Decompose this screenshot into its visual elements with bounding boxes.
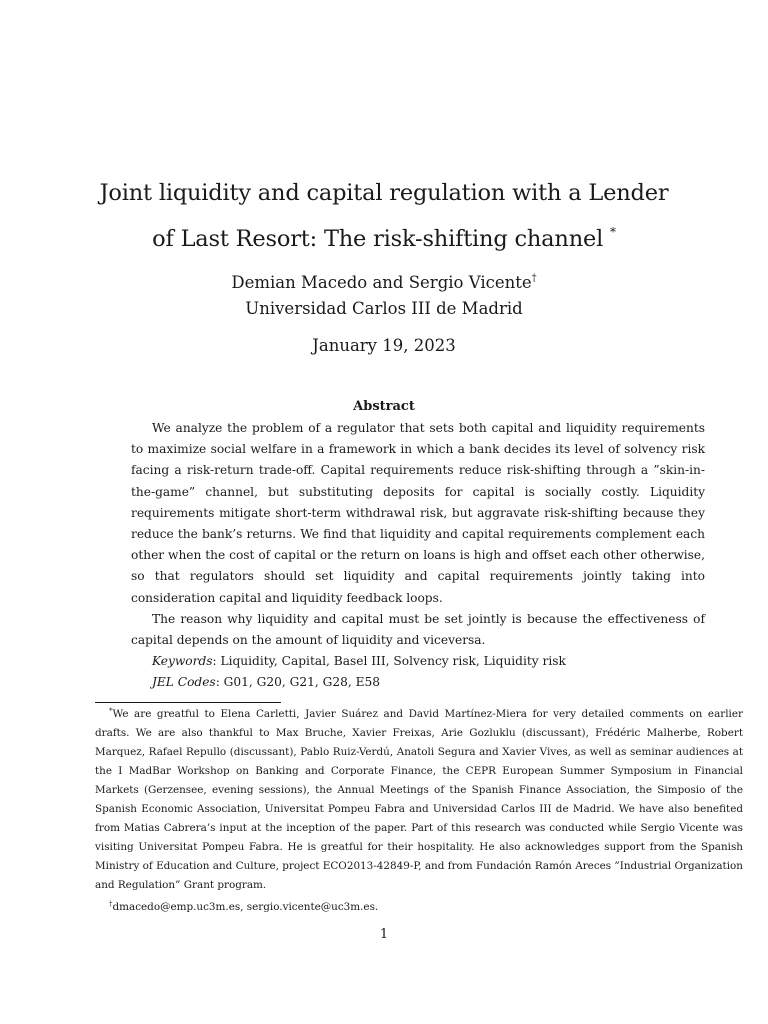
abstract-body xyxy=(131,418,705,694)
author-names xyxy=(0,266,768,296)
authors-text: Demian Macedo and Sergio Vicente xyxy=(231,273,532,292)
paper-date: January 19, 2023 xyxy=(312,336,456,355)
keywords-label: Keywords xyxy=(152,654,213,669)
paper-title xyxy=(90,174,678,259)
footnote-2-mark: † xyxy=(109,900,113,908)
affiliation: Universidad Carlos III de Madrid xyxy=(245,299,523,318)
author-block xyxy=(0,266,768,322)
jel-codes-line: JEL Codes: G01, G20, G21, G28, E58 xyxy=(152,675,381,690)
footnote-1-text: We are greatful to Elena Carletti, Javier Suárez and David Martínez-Miera for very detailed comments on earlier drafts. We are also thankful to Max Bruche, Xavier Freixas, Arie Gozluklu (discussant), Frédéric Malherbe, Robert Marquez, Rafael Repullo (discussant), Pablo Ruiz-Verdú, Anatoli Segura and Xavier Vives, as well as seminar audiences at the I MadBar Workshop on Banking and Corporate Finance, the CEPR European Summer Symposium in Financial Markets (Gerzensee, evening sessions), the Annual Meetings of the Spanish Finance Association, the Simposio of the Spanish Economic Association, Universitat Pompeu Fabra and Universidad Carlos III de Madrid. We have also benefited from Matias Cabrera’s input at the inception of the paper. Part of this research was conducted while Sergio Vicente was visiting Universitat Pompeu Fabra. He is greatful for their hospitality. He also acknowledges support from the Spanish Ministry of Education and Culture, project ECO2013-42849-P, and from Fundación Ramón Areces ”Industrial Organization and Regulation” Grant program. xyxy=(95,708,743,891)
author-footnote-mark: † xyxy=(531,273,537,284)
abstract-paragraph-1: We analyze the problem of a regulator that sets both capital and liquidity requirements to maximize social welfare in a framework in which a bank decides its level of solvency risk facing a risk-return trade-off. Capital requirements reduce risk-shifting through a ”skin-in-the-game” channel, but substituting deposits for capital is socially costly. Liquidity requirements mitigate short-term withdrawal risk, but aggravate risk-shifting because they reduce the bank’s returns. We find that liquidity and capital requirements complement each other when the cost of capital or the return on loans is high and offset each other otherwise, so that regulators should set liquidity and capital requirements jointly taking into consideration capital and liquidity feedback loops. xyxy=(131,421,705,605)
abstract-heading: Abstract xyxy=(353,399,415,414)
footnotes xyxy=(95,702,743,917)
footnote-1-mark: * xyxy=(109,707,113,715)
jel-codes-value: G01, G20, G21, G28, E58 xyxy=(223,675,381,690)
keywords-line: Keywords: Liquidity, Capital, Basel III, Solvency risk, Liquidity risk xyxy=(152,654,566,669)
footnote-1 xyxy=(95,702,743,895)
jel-codes-label: JEL Codes xyxy=(152,675,216,690)
abstract-paragraph-2: The reason why liquidity and capital must be set jointly is because the effectiveness of capital depends on the amount of liquidity and viceversa. xyxy=(131,611,705,648)
keywords-value: Liquidity, Capital, Basel III, Solvency risk, Liquidity risk xyxy=(220,654,566,669)
footnote-2-text: dmacedo@emp.uc3m.es, sergio.vicente@uc3m.es. xyxy=(112,901,379,913)
title-text: Joint liquidity and capital regulation with a Lender of Last Resort: The risk-shifting channel xyxy=(99,180,669,252)
page-number: 1 xyxy=(379,927,389,942)
title-footnote-mark: * xyxy=(610,225,616,239)
footnote-2 xyxy=(95,895,743,917)
